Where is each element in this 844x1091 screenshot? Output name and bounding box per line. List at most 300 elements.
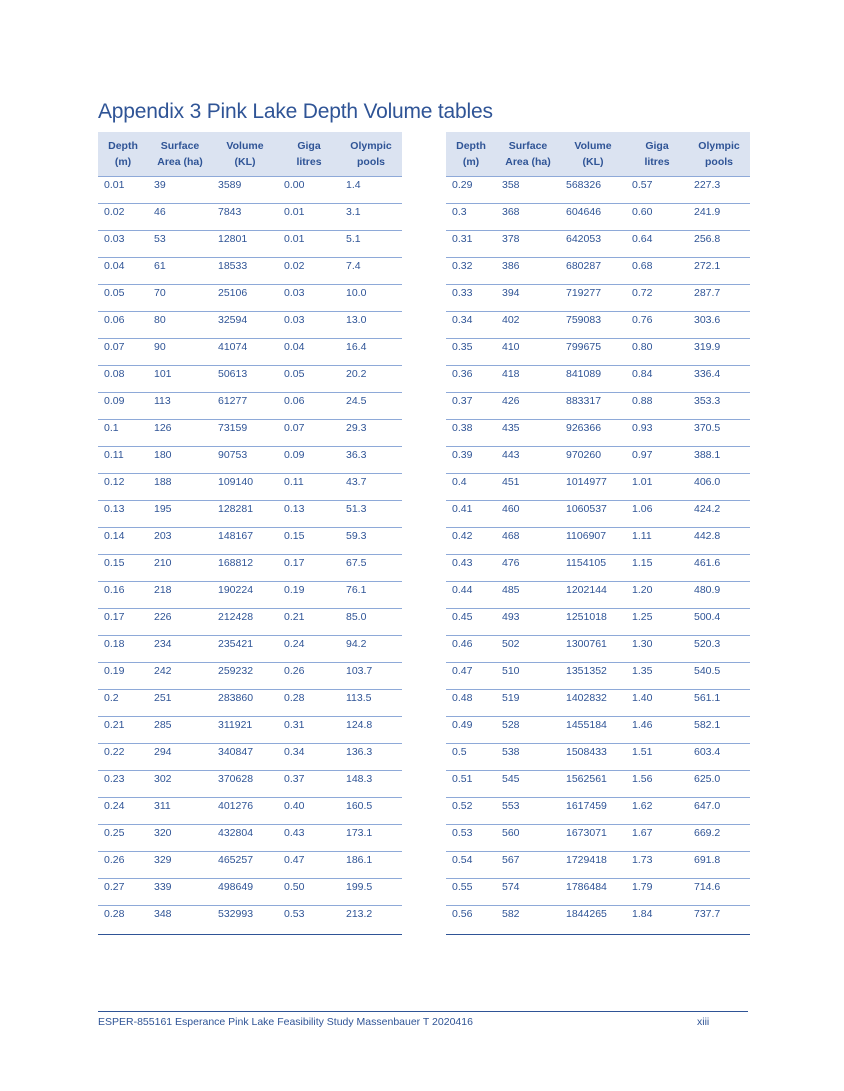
table-cell: 1.62 (626, 798, 688, 825)
table-cell: 461.6 (688, 555, 750, 582)
table-cell: 799675 (560, 339, 626, 366)
table-cell: 0.12 (98, 474, 148, 501)
table-cell: 59.3 (340, 528, 402, 555)
table-cell: 0.37 (446, 393, 496, 420)
column-header-line1: Olympic (350, 140, 392, 152)
table-cell: 0.21 (98, 717, 148, 744)
table-cell: 0.17 (98, 609, 148, 636)
table-cell: 0.25 (98, 825, 148, 852)
table-cell: 561.1 (688, 690, 750, 717)
depth-volume-table-right (446, 132, 750, 935)
table-cell: 0.03 (98, 231, 148, 258)
column-header-line1: Giga (645, 140, 669, 152)
table-row (98, 582, 402, 609)
table-cell: 1729418 (560, 852, 626, 879)
table-cell: 0.26 (98, 852, 148, 879)
table-cell: 0.76 (626, 312, 688, 339)
column-header (148, 132, 212, 177)
table-cell: 0.06 (98, 312, 148, 339)
table-cell: 20.2 (340, 366, 402, 393)
table-cell: 1.06 (626, 501, 688, 528)
table-row (446, 339, 750, 366)
table-cell: 737.7 (688, 906, 750, 935)
table-cell: 0.01 (278, 204, 340, 231)
table-row (446, 393, 750, 420)
table-cell: 241.9 (688, 204, 750, 231)
table-cell: 0.56 (446, 906, 496, 935)
table-cell: 126 (148, 420, 212, 447)
table-row (446, 852, 750, 879)
table-cell: 465257 (212, 852, 278, 879)
table-cell: 493 (496, 609, 560, 636)
table-cell: 7843 (212, 204, 278, 231)
table-cell: 442.8 (688, 528, 750, 555)
table-cell: 41074 (212, 339, 278, 366)
header-row (98, 132, 402, 177)
table-cell: 642053 (560, 231, 626, 258)
table-cell: 61 (148, 258, 212, 285)
column-header (98, 132, 148, 177)
table-cell: 0.49 (446, 717, 496, 744)
table-row (98, 177, 402, 204)
table-cell: 0.3 (446, 204, 496, 231)
table-cell: 0.37 (278, 771, 340, 798)
table-cell: 235421 (212, 636, 278, 663)
table-row (446, 447, 750, 474)
table-cell: 70 (148, 285, 212, 312)
table-cell: 1300761 (560, 636, 626, 663)
table-cell: 567 (496, 852, 560, 879)
table-row (446, 771, 750, 798)
table-row (98, 825, 402, 852)
table-cell: 0.47 (446, 663, 496, 690)
table-cell: 0.44 (446, 582, 496, 609)
footer-page-number: xiii (697, 1016, 710, 1028)
table-cell: 12801 (212, 231, 278, 258)
table-cell: 0.15 (278, 528, 340, 555)
table-cell: 3.1 (340, 204, 402, 231)
table-body (446, 177, 750, 935)
table-cell: 460 (496, 501, 560, 528)
table-cell: 370628 (212, 771, 278, 798)
table-cell: 0.48 (446, 690, 496, 717)
table-row (446, 420, 750, 447)
column-header-line1: Volume (226, 140, 264, 152)
table-cell: 210 (148, 555, 212, 582)
table-cell: 90 (148, 339, 212, 366)
table-cell: 1202144 (560, 582, 626, 609)
table-cell: 574 (496, 879, 560, 906)
table-cell: 0.22 (98, 744, 148, 771)
table-row (446, 744, 750, 771)
table-cell: 0.57 (626, 177, 688, 204)
table-cell: 0.19 (278, 582, 340, 609)
table-row (98, 636, 402, 663)
table-cell: 311 (148, 798, 212, 825)
table-cell: 311921 (212, 717, 278, 744)
table-cell: 5.1 (340, 231, 402, 258)
table-row (446, 177, 750, 204)
table-cell: 85.0 (340, 609, 402, 636)
table-cell: 540.5 (688, 663, 750, 690)
table-cell: 0.00 (278, 177, 340, 204)
table-cell: 485 (496, 582, 560, 609)
table-cell: 0.68 (626, 258, 688, 285)
table-cell: 51.3 (340, 501, 402, 528)
table-cell: 358 (496, 177, 560, 204)
table-cell: 401276 (212, 798, 278, 825)
table-cell: 272.1 (688, 258, 750, 285)
column-header-line1: Olympic (698, 140, 740, 152)
table-cell: 0.13 (98, 501, 148, 528)
table-cell: 0.14 (98, 528, 148, 555)
table-cell: 0.21 (278, 609, 340, 636)
table-row (446, 717, 750, 744)
table-cell: 418 (496, 366, 560, 393)
table-header (446, 132, 750, 177)
table-cell: 0.50 (278, 879, 340, 906)
table-cell: 1251018 (560, 609, 626, 636)
column-header-line2: Area (ha) (157, 156, 203, 168)
column-header-line1: Depth (456, 140, 486, 152)
table-cell: 538 (496, 744, 560, 771)
table-cell: 90753 (212, 447, 278, 474)
table-cell: 0.33 (446, 285, 496, 312)
table-row (98, 879, 402, 906)
table-cell: 190224 (212, 582, 278, 609)
table-cell: 1402832 (560, 690, 626, 717)
table-cell: 234 (148, 636, 212, 663)
table-cell: 0.39 (446, 447, 496, 474)
column-header (688, 132, 750, 177)
table-cell: 0.13 (278, 501, 340, 528)
table-cell: 368 (496, 204, 560, 231)
table-cell: 73159 (212, 420, 278, 447)
column-header-line1: Depth (108, 140, 138, 152)
table-cell: 340847 (212, 744, 278, 771)
table-cell: 0.05 (98, 285, 148, 312)
table-cell: 168812 (212, 555, 278, 582)
table-cell: 1014977 (560, 474, 626, 501)
table-row (98, 852, 402, 879)
table-cell: 0.01 (278, 231, 340, 258)
table-cell: 451 (496, 474, 560, 501)
column-header (212, 132, 278, 177)
table-cell: 94.2 (340, 636, 402, 663)
column-header (496, 132, 560, 177)
table-row (446, 555, 750, 582)
table-cell: 1.25 (626, 609, 688, 636)
table-cell: 285 (148, 717, 212, 744)
table-cell: 3589 (212, 177, 278, 204)
table-row (98, 690, 402, 717)
table-cell: 0.08 (98, 366, 148, 393)
table-cell: 0.88 (626, 393, 688, 420)
table-cell: 1351352 (560, 663, 626, 690)
table-cell: 370.5 (688, 420, 750, 447)
table-cell: 1.20 (626, 582, 688, 609)
table-cell: 203 (148, 528, 212, 555)
table-cell: 283860 (212, 690, 278, 717)
table-cell: 25106 (212, 285, 278, 312)
table-row (446, 474, 750, 501)
table-cell: 388.1 (688, 447, 750, 474)
table-cell: 0.53 (446, 825, 496, 852)
column-header-line2: (KL) (234, 156, 256, 168)
table-cell: 0.26 (278, 663, 340, 690)
table-cell: 173.1 (340, 825, 402, 852)
table-cell: 180 (148, 447, 212, 474)
table-cell: 520.3 (688, 636, 750, 663)
table-cell: 0.01 (98, 177, 148, 204)
table-cell: 435 (496, 420, 560, 447)
table-cell: 1.79 (626, 879, 688, 906)
table-cell: 680287 (560, 258, 626, 285)
table-cell: 468 (496, 528, 560, 555)
table-cell: 0.07 (278, 420, 340, 447)
column-header-line2: Area (ha) (505, 156, 551, 168)
table-cell: 50613 (212, 366, 278, 393)
table-cell: 0.18 (98, 636, 148, 663)
table-cell: 0.64 (626, 231, 688, 258)
table-cell: 0.60 (626, 204, 688, 231)
table-cell: 719277 (560, 285, 626, 312)
table-cell: 320 (148, 825, 212, 852)
column-header-line2: litres (644, 156, 670, 168)
table-cell: 0.41 (446, 501, 496, 528)
table-cell: 53 (148, 231, 212, 258)
table-cell: 532993 (212, 906, 278, 935)
table-row (98, 312, 402, 339)
table-cell: 568326 (560, 177, 626, 204)
table-cell: 0.55 (446, 879, 496, 906)
table-row (446, 312, 750, 339)
table-cell: 0.19 (98, 663, 148, 690)
table-row (446, 258, 750, 285)
table-cell: 510 (496, 663, 560, 690)
table-cell: 0.06 (278, 393, 340, 420)
table-cell: 186.1 (340, 852, 402, 879)
table-cell: 256.8 (688, 231, 750, 258)
table-cell: 0.51 (446, 771, 496, 798)
table-cell: 1562561 (560, 771, 626, 798)
table-cell: 29.3 (340, 420, 402, 447)
table-cell: 0.54 (446, 852, 496, 879)
table-cell: 103.7 (340, 663, 402, 690)
table-cell: 0.04 (278, 339, 340, 366)
table-cell: 0.17 (278, 555, 340, 582)
table-cell: 0.04 (98, 258, 148, 285)
table-cell: 76.1 (340, 582, 402, 609)
table-cell: 0.09 (98, 393, 148, 420)
column-header (278, 132, 340, 177)
table-cell: 1.73 (626, 852, 688, 879)
table-cell: 195 (148, 501, 212, 528)
table-row (446, 636, 750, 663)
table-cell: 647.0 (688, 798, 750, 825)
table-cell: 0.15 (98, 555, 148, 582)
table-cell: 336.4 (688, 366, 750, 393)
table-cell: 0.16 (98, 582, 148, 609)
table-cell: 0.32 (446, 258, 496, 285)
table-cell: 1.56 (626, 771, 688, 798)
table-cell: 101 (148, 366, 212, 393)
table-row (98, 447, 402, 474)
table-cell: 1455184 (560, 717, 626, 744)
table-row (446, 366, 750, 393)
table-cell: 0.35 (446, 339, 496, 366)
table-row (98, 285, 402, 312)
table-cell: 1508433 (560, 744, 626, 771)
table-cell: 1844265 (560, 906, 626, 935)
table-cell: 553 (496, 798, 560, 825)
table-row (98, 258, 402, 285)
table-cell: 519 (496, 690, 560, 717)
table-cell: 0.43 (278, 825, 340, 852)
table-row (98, 771, 402, 798)
table-row (98, 744, 402, 771)
table-cell: 136.3 (340, 744, 402, 771)
table-cell: 18533 (212, 258, 278, 285)
table-cell: 1.67 (626, 825, 688, 852)
table-cell: 625.0 (688, 771, 750, 798)
table-row (446, 231, 750, 258)
table-cell: 0.80 (626, 339, 688, 366)
table-cell: 10.0 (340, 285, 402, 312)
table-cell: 604646 (560, 204, 626, 231)
table-cell: 0.84 (626, 366, 688, 393)
table-cell: 443 (496, 447, 560, 474)
table-cell: 67.5 (340, 555, 402, 582)
table-cell: 0.03 (278, 285, 340, 312)
table-cell: 36.3 (340, 447, 402, 474)
table-cell: 0.38 (446, 420, 496, 447)
table-cell: 1.11 (626, 528, 688, 555)
table-row (446, 663, 750, 690)
table-cell: 0.23 (98, 771, 148, 798)
column-header-line1: Volume (574, 140, 612, 152)
table-cell: 61277 (212, 393, 278, 420)
table-cell: 476 (496, 555, 560, 582)
table-row (98, 501, 402, 528)
table-cell: 227.3 (688, 177, 750, 204)
table-cell: 1.84 (626, 906, 688, 935)
table-cell: 426 (496, 393, 560, 420)
table-cell: 1673071 (560, 825, 626, 852)
table-row (446, 825, 750, 852)
table-cell: 113 (148, 393, 212, 420)
table-header (98, 132, 402, 177)
table-cell: 13.0 (340, 312, 402, 339)
table-cell: 0.43 (446, 555, 496, 582)
table-cell: 0.28 (278, 690, 340, 717)
table-cell: 339 (148, 879, 212, 906)
table-cell: 302 (148, 771, 212, 798)
table-cell: 259232 (212, 663, 278, 690)
table-cell: 7.4 (340, 258, 402, 285)
table-cell: 0.34 (446, 312, 496, 339)
table-cell: 0.09 (278, 447, 340, 474)
table-cell: 1.40 (626, 690, 688, 717)
table-cell: 226 (148, 609, 212, 636)
table-cell: 213.2 (340, 906, 402, 935)
table-cell: 80 (148, 312, 212, 339)
table-row (98, 339, 402, 366)
table-cell: 480.9 (688, 582, 750, 609)
table-cell: 560 (496, 825, 560, 852)
table-cell: 424.2 (688, 501, 750, 528)
column-header-line2: pools (357, 156, 385, 168)
table-cell: 582.1 (688, 717, 750, 744)
column-header-line2: pools (705, 156, 733, 168)
table-cell: 0.34 (278, 744, 340, 771)
header-row (446, 132, 750, 177)
table-cell: 199.5 (340, 879, 402, 906)
table-row (98, 798, 402, 825)
column-header-line2: (KL) (582, 156, 604, 168)
table-cell: 0.31 (278, 717, 340, 744)
table-cell: 883317 (560, 393, 626, 420)
table-cell: 1617459 (560, 798, 626, 825)
table-cell: 432804 (212, 825, 278, 852)
table-cell: 502 (496, 636, 560, 663)
table-cell: 0.4 (446, 474, 496, 501)
column-header-line1: Giga (297, 140, 321, 152)
table-row (98, 204, 402, 231)
table-cell: 1.51 (626, 744, 688, 771)
table-row (446, 582, 750, 609)
table-cell: 148.3 (340, 771, 402, 798)
footer-divider (98, 1011, 748, 1012)
table-cell: 0.11 (98, 447, 148, 474)
table-cell: 109140 (212, 474, 278, 501)
table-cell: 0.5 (446, 744, 496, 771)
table-cell: 1.35 (626, 663, 688, 690)
table-body (98, 177, 402, 935)
table-row (446, 690, 750, 717)
table-cell: 0.11 (278, 474, 340, 501)
table-cell: 128281 (212, 501, 278, 528)
table-cell: 0.93 (626, 420, 688, 447)
table-cell: 46 (148, 204, 212, 231)
table-cell: 1106907 (560, 528, 626, 555)
table-cell: 0.29 (446, 177, 496, 204)
page-title: Appendix 3 Pink Lake Depth Volume tables (98, 100, 493, 123)
table-cell: 0.36 (446, 366, 496, 393)
table-cell: 394 (496, 285, 560, 312)
table-cell: 188 (148, 474, 212, 501)
table-cell: 303.6 (688, 312, 750, 339)
table-cell: 0.52 (446, 798, 496, 825)
table-cell: 841089 (560, 366, 626, 393)
table-cell: 1.30 (626, 636, 688, 663)
table-cell: 43.7 (340, 474, 402, 501)
table-cell: 406.0 (688, 474, 750, 501)
table-cell: 669.2 (688, 825, 750, 852)
table-row (98, 474, 402, 501)
table-cell: 32594 (212, 312, 278, 339)
table-row (98, 717, 402, 744)
table-cell: 353.3 (688, 393, 750, 420)
table-cell: 582 (496, 906, 560, 935)
column-header-line2: (m) (462, 156, 480, 168)
column-header (446, 132, 496, 177)
table-cell: 1.46 (626, 717, 688, 744)
table-cell: 39 (148, 177, 212, 204)
column-header-line1: Surface (160, 140, 200, 152)
column-header (560, 132, 626, 177)
table-cell: 294 (148, 744, 212, 771)
